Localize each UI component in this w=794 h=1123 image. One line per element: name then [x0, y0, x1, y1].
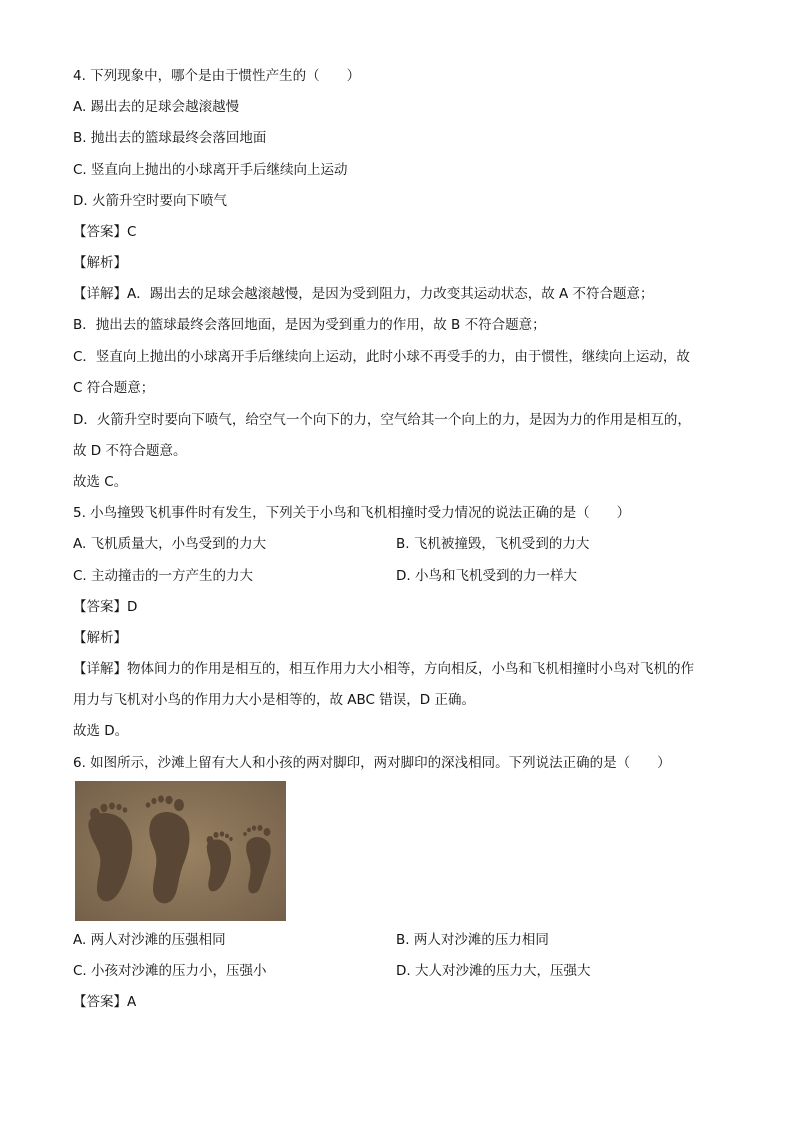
- q4-conclusion: 故选 C。: [73, 474, 128, 490]
- q5-analysis-heading: 【解析】: [73, 630, 127, 646]
- q5-option-b: B. 飞机被撞毁，飞机受到的力大: [396, 536, 590, 552]
- q6-option-d: D. 大人对沙滩的压力大，压强大: [396, 963, 591, 979]
- q5-stem: 5. 小鸟撞毁飞机事件时有发生，下列关于小鸟和飞机相撞时受力情况的说法正确的是（ ）: [73, 505, 631, 521]
- q5-option-c: C. 主动撞击的一方产生的力大: [73, 568, 254, 584]
- q5-conclusion: 故选 D。: [73, 723, 129, 739]
- q4-option-a: A. 踢出去的足球会越滚越慢: [73, 99, 240, 115]
- q6-option-b: B. 两人对沙滩的压力相同: [396, 932, 549, 948]
- footprints-image: [75, 781, 286, 921]
- q5-option-a: A. 飞机质量大，小鸟受到的力大: [73, 536, 267, 552]
- q6-option-c: C. 小孩对沙滩的压力小，压强小: [73, 963, 267, 979]
- q6-stem: 6. 如图所示，沙滩上留有大人和小孩的两对脚印，两对脚印的深浅相同。下列说法正确的是（ ）: [73, 755, 671, 771]
- q5-detail-line: 用力与飞机对小鸟的作用力大小是相等的，故 ABC 错误，D 正确。: [73, 692, 475, 708]
- q4-detail-line: C 符合题意；: [73, 380, 155, 396]
- q4-detail-line: 故 D 不符合题意。: [73, 443, 187, 459]
- q4-detail-line: D．火箭升空时要向下喷气，给空气一个向下的力，空气给其一个向上的力，是因为力的作用是相互的，: [73, 412, 691, 428]
- q4-detail-line: C．竖直向上抛出的小球离开手后继续向上运动，此时小球不再受手的力，由于惯性，继续向上运动，故: [73, 349, 690, 365]
- q6-answer: 【答案】A: [73, 994, 137, 1010]
- q4-detail-line: 【详解】A．踢出去的足球会越滚越慢，是因为受到阻力，力改变其运动状态，故 A 不符合题意；: [73, 286, 654, 302]
- q4-stem: 4. 下列现象中，哪个是由于惯性产生的（ ）: [73, 68, 361, 84]
- q4-option-b: B. 抛出去的篮球最终会落回地面: [73, 130, 267, 146]
- q4-answer: 【答案】C: [73, 224, 137, 240]
- q4-option-c: C. 竖直向上抛出的小球离开手后继续向上运动: [73, 162, 348, 178]
- q5-detail-line: 【详解】物体间力的作用是相互的，相互作用力大小相等，方向相反，小鸟和飞机相撞时小鸟对飞机的作: [73, 661, 694, 677]
- q6-option-a: A. 两人对沙滩的压强相同: [73, 932, 226, 948]
- footprints-illustration: [75, 781, 286, 921]
- q4-detail-line: B．抛出去的篮球最终会落回地面，是因为受到重力的作用，故 B 不符合题意；: [73, 317, 546, 333]
- q5-option-d: D. 小鸟和飞机受到的力一样大: [396, 568, 577, 584]
- q5-answer: 【答案】D: [73, 599, 138, 615]
- q4-option-d: D. 火箭升空时要向下喷气: [73, 193, 227, 209]
- q4-analysis-heading: 【解析】: [73, 255, 127, 271]
